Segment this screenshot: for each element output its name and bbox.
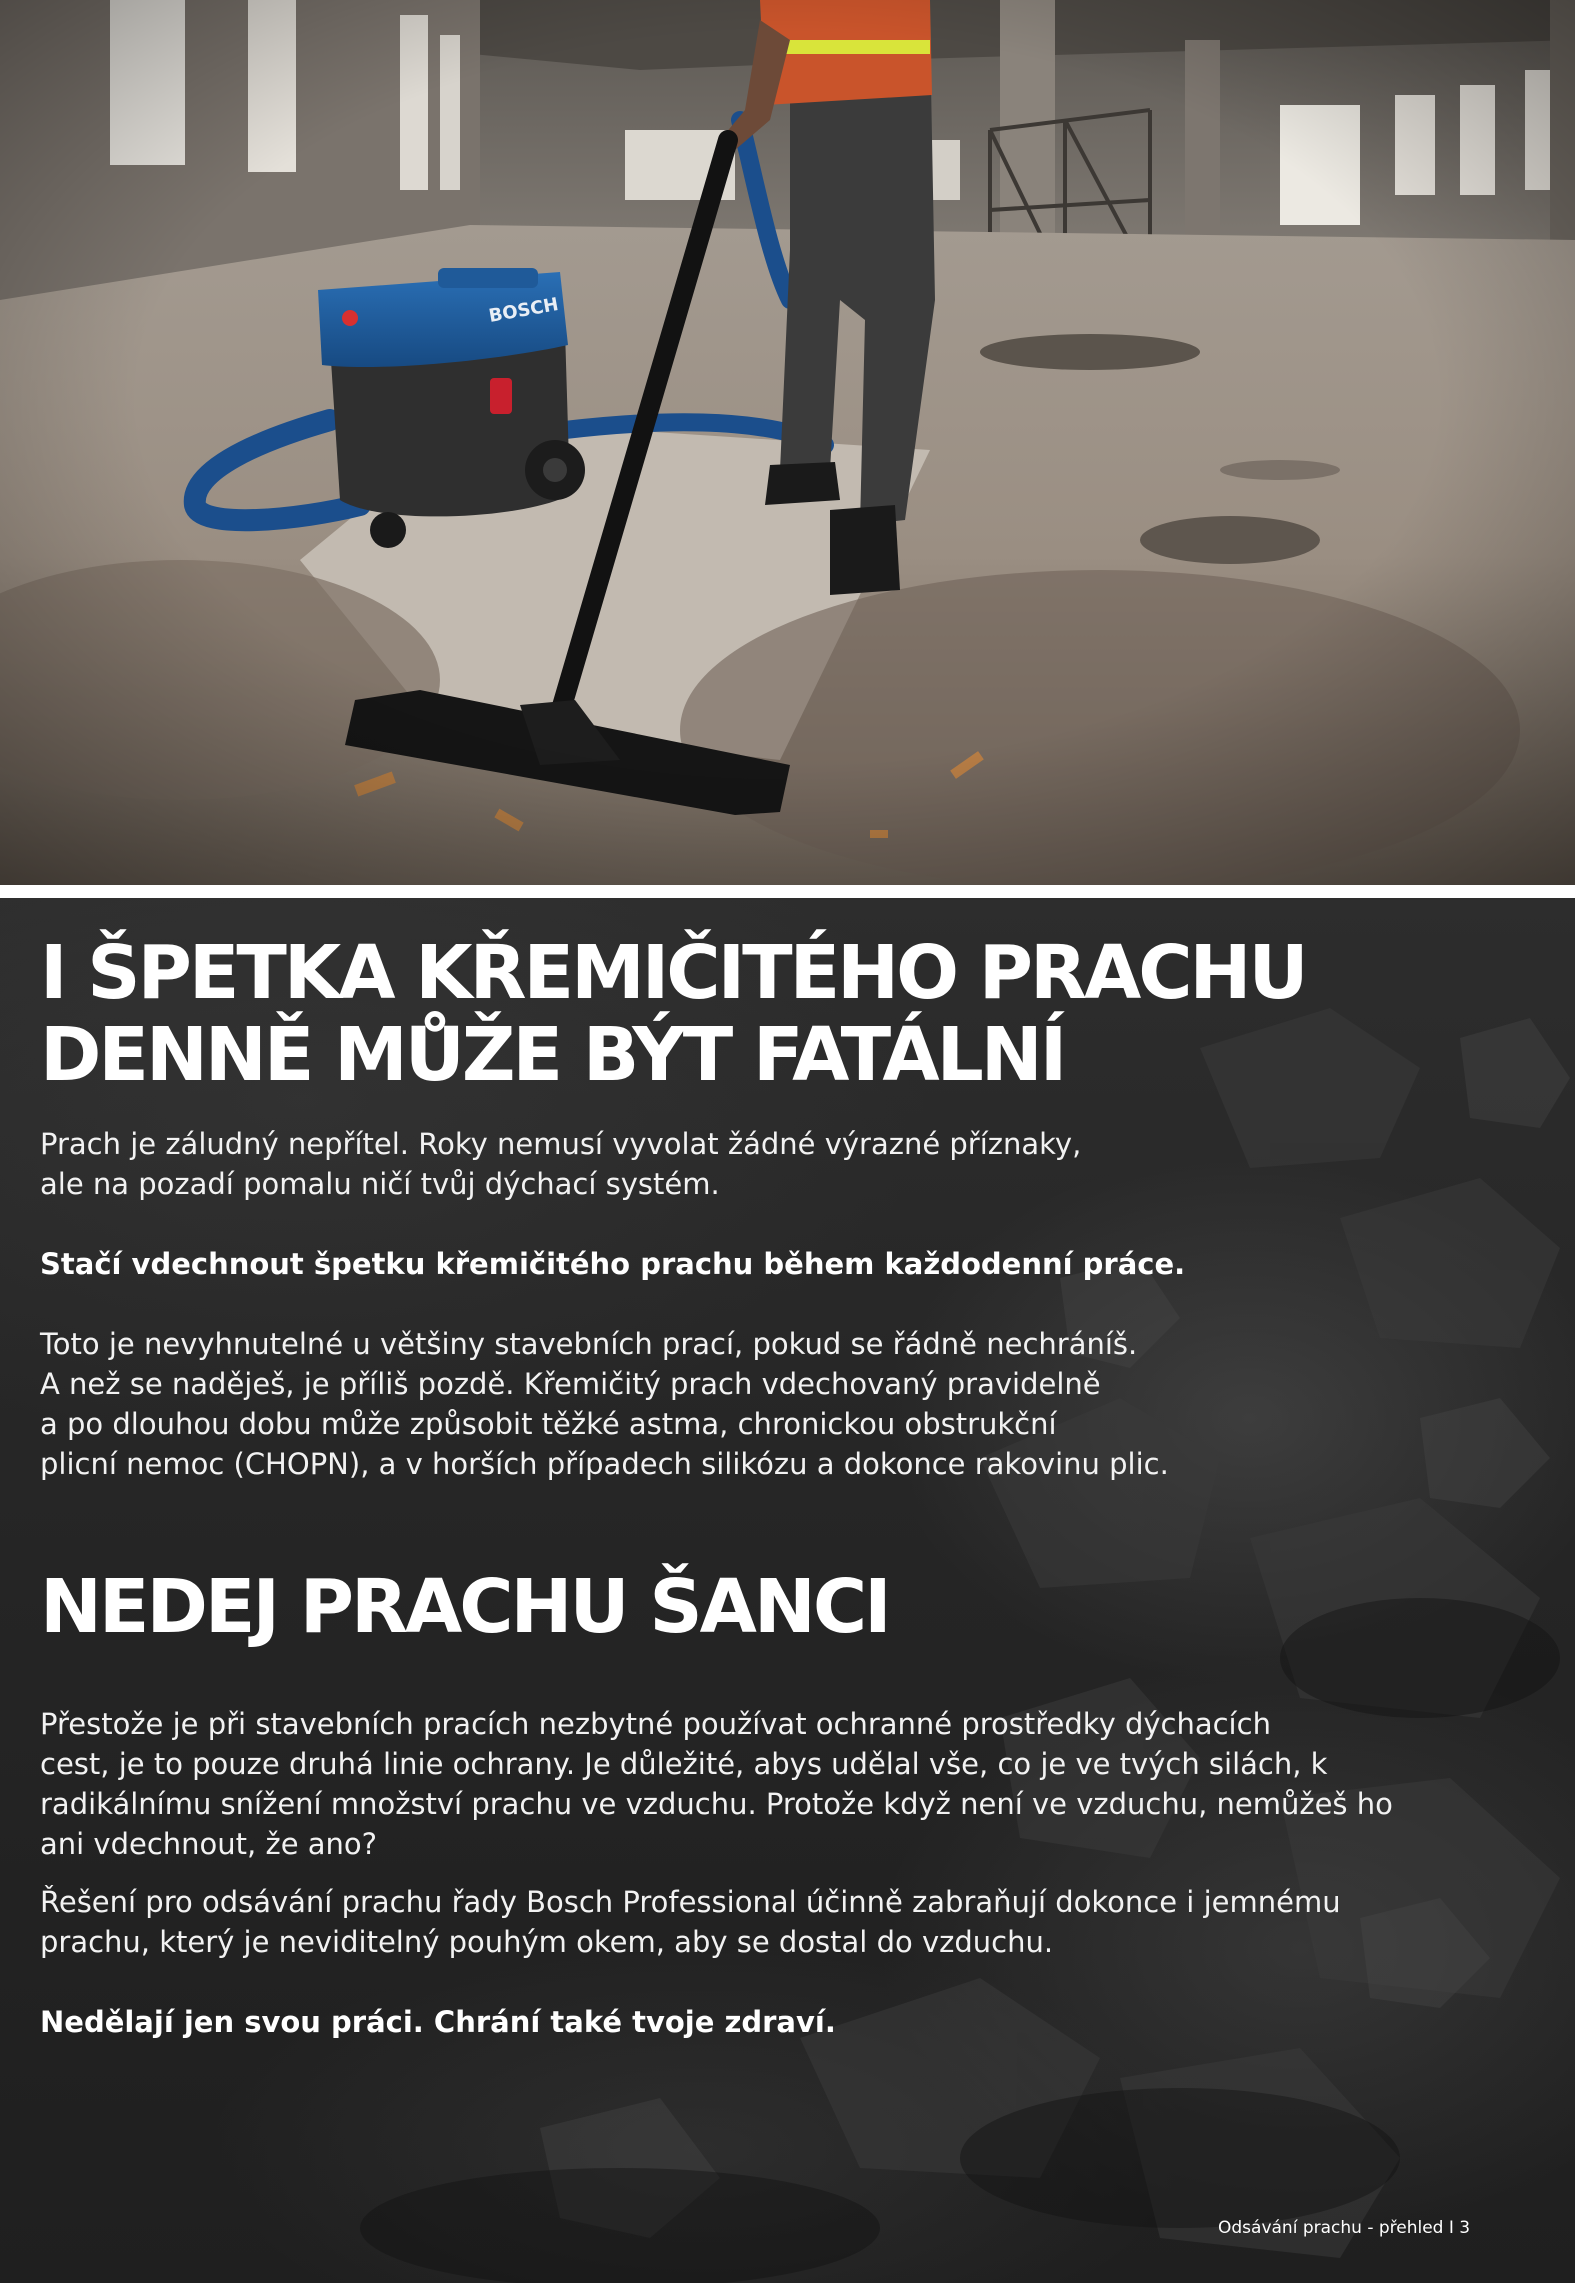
hero-photo (0, 0, 1575, 885)
headline-line: I ŠPETKA KŘEMIČITÉHO PRACHU (40, 930, 1306, 1016)
dust-warning-section (0, 898, 1575, 2283)
white-divider (0, 885, 1575, 898)
paragraph-line: ani vdechnout, že ano? (40, 1827, 378, 1861)
paragraph-line: a po dlouhou dobu může způsobit těžké astma, chronickou obstrukční (40, 1407, 1057, 1441)
section-headline: NEDEJ PRACHU ŠANCI (40, 1564, 889, 1650)
headline-line: DENNĚ MŮŽE BÝT FATÁLNÍ (40, 1012, 1065, 1098)
paragraph-line: Prach je záludný nepřítel. Roky nemusí vyvolat žádné výrazné příznaky, (40, 1127, 1082, 1161)
page-footer: Odsávání prachu - přehled I 3 (1218, 2218, 1471, 2238)
paragraph-line: ale na pozadí pomalu ničí tvůj dýchací systém. (40, 1167, 720, 1201)
emphasis-statement: Stačí vdechnout špetku křemičitého prachu během každodenní práce. (40, 1247, 1186, 1281)
health-risk-paragraph (40, 1324, 1520, 1484)
main-headline (40, 932, 1520, 1096)
intro-paragraph (40, 1124, 1520, 1204)
paragraph-line: radikálnímu snížení množství prachu ve vzduchu. Protože když není ve vzduchu, nemůžeš ho (40, 1787, 1393, 1821)
closing-statement: Nedělají jen svou práci. Chrání také tvoje zdraví. (40, 2005, 836, 2039)
construction-site-scene (0, 0, 1575, 885)
paragraph-line: plicní nemoc (CHOPN), a v horších případech silikózu a dokonce rakovinu plic. (40, 1447, 1169, 1481)
paragraph-line: Toto je nevyhnutelné u většiny stavebních prací, pokud se řádně nechráníš. (40, 1327, 1138, 1361)
paragraph-line: A než se naděješ, je příliš pozdě. Křemičitý prach vdechovaný pravidelně (40, 1367, 1101, 1401)
paragraph-line: prachu, který je neviditelný pouhým okem, aby se dostal do vzduchu. (40, 1925, 1054, 1959)
protection-paragraph (40, 1704, 1520, 1864)
paragraph-line: Řešení pro odsávání prachu řady Bosch Professional účinně zabraňují dokonce i jemnému (40, 1885, 1341, 1919)
paragraph-line: Přestože je při stavebních pracích nezbytné používat ochranné prostředky dýchacích (40, 1707, 1271, 1741)
solution-paragraph (40, 1882, 1520, 1962)
paragraph-line: cest, je to pouze druhá linie ochrany. Je důležité, abys udělal vše, co je ve tvých silách, k (40, 1747, 1328, 1781)
